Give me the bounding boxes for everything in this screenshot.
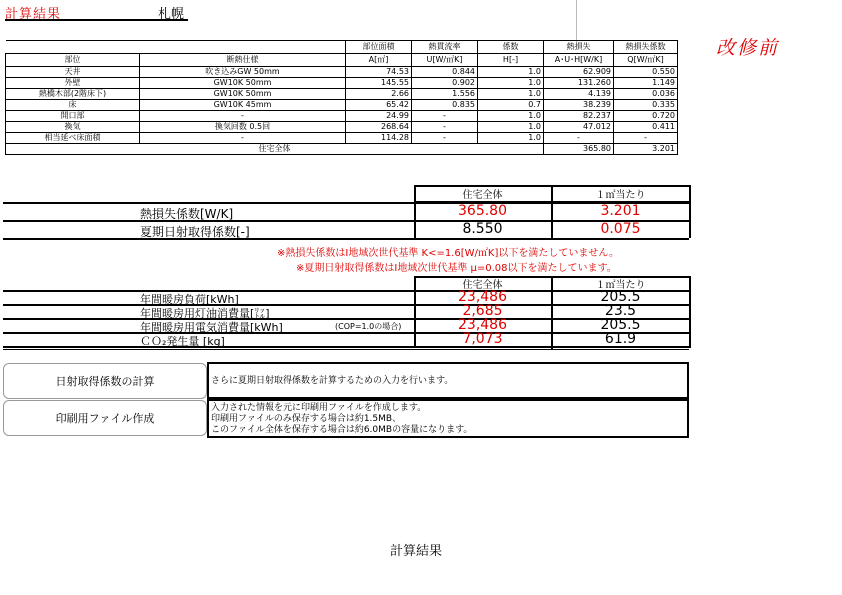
table-row: 相当延べ床面積 - 114.28 - 1.0 - -	[6, 133, 678, 144]
table-row: 換気 換気回数 0.5回 268.64 - 1.0 47.012 0.411	[6, 122, 678, 133]
col-loss-header: 熱損失	[544, 41, 614, 54]
col-h-unit: H[-]	[478, 54, 544, 67]
co2-label: ＣＯ₂発生量 [kg]	[140, 335, 225, 348]
table-row: 外壁 GW10K 50mm 145.55 0.902 1.0 131.260 1.149	[6, 78, 678, 89]
kerosene-per-m2: 23.5	[604, 303, 637, 319]
col-part-header: 部位	[6, 54, 140, 67]
co2-total: 7,073	[462, 331, 503, 347]
summary2-col-total: 住宅全体	[462, 280, 503, 291]
annual-heating-load-per-m2: 205.5	[600, 289, 641, 305]
print-file-button[interactable]: 印刷用ファイル作成	[3, 400, 207, 436]
col-area-unit: A[㎡]	[346, 54, 412, 67]
kerosene-label: 年間暖房用灯油消費量[㍑]	[140, 307, 270, 320]
col-coef-header: 熱損失係数	[614, 41, 678, 54]
table-row: 床 GW10K 45mm 65.42 0.835 0.7 38.239 0.335	[6, 100, 678, 111]
solar-calc-button[interactable]: 日射取得係数の計算	[3, 363, 207, 399]
electricity-per-m2: 205.5	[600, 317, 641, 333]
electricity-cop-note: (COP=1.0の場合)	[335, 322, 402, 331]
solar-calc-description: さらに夏期日射取得係数を計算するための入力を行います。	[207, 362, 689, 399]
title-underline	[5, 19, 188, 21]
col-h-header: 係数	[478, 41, 544, 54]
col-u-unit: U[W/㎡K]	[412, 54, 478, 67]
heat-loss-per-m2: 3.201	[600, 203, 641, 219]
summary1-col-total: 住宅全体	[462, 190, 503, 201]
annual-heating-load-total: 23,486	[458, 289, 507, 305]
heat-loss-label: 熱損失係数[W/K]	[140, 207, 234, 221]
col-u-header: 熱貫流率	[412, 41, 478, 54]
electricity-total: 23,486	[458, 317, 507, 333]
table-total-row: 住宅全体 365.80 3.201	[6, 144, 678, 155]
electricity-label: 年間暖房用電気消費量[kWh]	[140, 321, 283, 334]
summary-energy	[3, 276, 689, 351]
page-title: 計算結果	[5, 7, 62, 22]
city-name: 札幌	[158, 7, 185, 22]
summary1-col-per-m2: １㎡当たり	[595, 190, 646, 201]
heat-loss-total: 365.80	[458, 203, 507, 219]
sheet-tab-label: 計算結果	[390, 544, 443, 559]
solar-gain-total: 8.550	[462, 221, 503, 237]
kerosene-total: 2,685	[462, 303, 503, 319]
col-spec-header: 断熱仕様	[140, 54, 346, 67]
note-heat-loss: ※熱損失係数はⅠ地域次世代基準 K<=1.6[W/㎡K]以下を満たしていません。	[277, 248, 619, 259]
print-file-description: 入力された情報を元に印刷用ファイルを作成します。 印刷用ファイルのみ保存する場合は約1.5MB、 このファイル全体を保存する場合は約6.0MBの容量になります。	[207, 399, 689, 438]
col-area-header: 部位面積	[346, 41, 412, 54]
note-solar-gain: ※夏期日射取得係数はⅠ地域次世代基準 μ=0.08以下を満たしています。	[296, 263, 617, 274]
divider-line	[576, 0, 577, 42]
revised-label: 改修前	[716, 37, 780, 59]
summary2-col-per-m2: １㎡当たり	[595, 280, 646, 291]
table-row: 熱橋木部(2階床下) GW10K 50mm 2.66 1.556 1.0 4.139 0.036	[6, 89, 678, 100]
col-loss-unit: A･U･H[W/K]	[544, 54, 614, 67]
solar-gain-label: 夏期日射取得係数[-]	[140, 225, 250, 239]
table-row: 天井 吹き込みGW 50mm 74.53 0.844 1.0 62.909 0.550	[6, 67, 678, 78]
co2-per-m2: 61.9	[604, 331, 637, 347]
heat-loss-table	[5, 40, 678, 155]
annual-heating-load-label: 年間暖房負荷[kWh]	[140, 293, 239, 306]
summary-heat-loss	[3, 185, 689, 241]
solar-gain-per-m2: 0.075	[600, 221, 641, 237]
col-coef-unit: Q[W/㎡K]	[614, 54, 678, 67]
table-row: 開口部 - 24.99 - 1.0 82.237 0.720	[6, 111, 678, 122]
